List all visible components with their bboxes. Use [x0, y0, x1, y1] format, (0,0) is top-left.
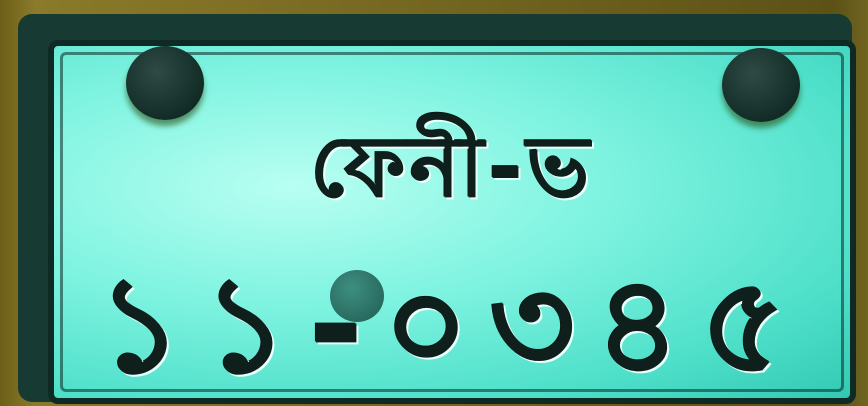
plate-frame [18, 14, 852, 402]
plate-district-text: ফেনী-ভ [310, 118, 594, 216]
license-plate [48, 40, 856, 404]
plate-number-text: ১১-০৩৪৫ [97, 249, 807, 403]
